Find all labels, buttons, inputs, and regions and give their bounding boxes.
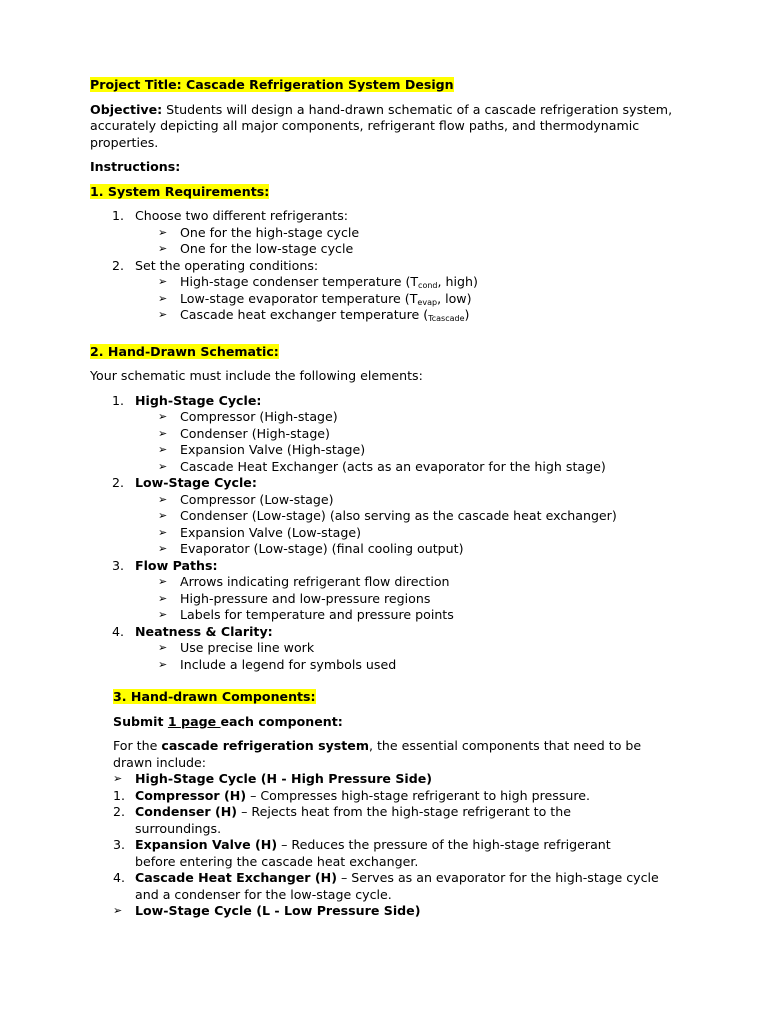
sub-list-item [90, 525, 690, 542]
sub-list-item [90, 225, 690, 242]
list-item [90, 624, 690, 641]
submit-line [90, 714, 690, 731]
sub-list-text: Cascade Heat Exchanger (acts as an evaporator for the high stage) [180, 458, 606, 474]
sub-list-text: Condenser (High-stage) [180, 425, 330, 441]
component-name: Expansion Valve (H) [135, 837, 278, 852]
list-label: Flow Paths: [135, 557, 218, 573]
intro-bold: cascade refrigeration system [161, 738, 369, 753]
low-stage-heading [113, 903, 690, 920]
sub-list-item [90, 307, 690, 328]
submit-underlined: 1 page [167, 713, 221, 729]
component-name: Compressor (H) [135, 787, 247, 803]
component-item [113, 870, 690, 903]
list-label: High-Stage Cycle: [135, 392, 262, 408]
submit-prefix: Submit [113, 713, 168, 729]
list-item [90, 558, 690, 575]
high-stage-label: High-Stage Cycle (H - High Pressure Side) [135, 771, 433, 786]
condition-text: ) [464, 307, 470, 322]
sub-list-text: Use precise line work [180, 640, 315, 655]
objective-text: Students will design a hand-drawn schematic of a cascade refrigeration system, accurately depicting all major components, refrigerant flow paths, and thermodynamic properties. [90, 101, 673, 150]
list-number: 3. [113, 837, 126, 852]
low-stage-label: Low-Stage Cycle (L - Low Pressure Side) [135, 903, 421, 918]
section3-intro [90, 738, 690, 771]
sub-list-item [90, 291, 690, 308]
arrow-bullet-icon: ➢ [158, 459, 168, 473]
sub-list-item [90, 574, 690, 591]
arrow-bullet-icon: ➢ [158, 492, 168, 506]
list-item [90, 393, 690, 410]
section1-heading: 1. System Requirements: [90, 183, 270, 199]
condition-text: , high) [437, 274, 478, 289]
high-stage-heading [113, 771, 690, 788]
list-number: 2. [112, 257, 125, 273]
sub-list-item [90, 541, 690, 558]
arrow-bullet-icon: ➢ [158, 242, 168, 255]
arrow-bullet-icon: ➢ [158, 291, 168, 305]
sub-list-text: One for the low-stage cycle [180, 241, 354, 256]
condition-text: , low) [437, 290, 472, 306]
objective-label: Objective: [90, 101, 163, 117]
condition-text: Low-stage evaporator temperature (T [180, 290, 418, 306]
list-number: 3. [112, 557, 125, 573]
sub-list-text: One for the high-stage cycle [180, 224, 360, 240]
component-name: Cascade Heat Exchanger (H) [135, 870, 337, 885]
sub-list-item [90, 274, 690, 291]
sub-list-item [90, 492, 690, 509]
arrow-bullet-icon: ➢ [158, 509, 168, 522]
arrow-bullet-icon: ➢ [113, 772, 123, 785]
list-text: Choose two different refrigerants: [135, 208, 349, 223]
component-item [113, 804, 690, 837]
component-item [113, 837, 690, 870]
sub-list-item [90, 607, 690, 624]
arrow-bullet-icon: ➢ [158, 426, 168, 440]
component-desc: and a condenser for the low-stage cycle. [135, 886, 392, 902]
component-item [113, 788, 690, 805]
sub-list-text: Condenser (Low-stage) (also serving as the cascade heat exchanger) [180, 508, 617, 523]
component-desc: – Rejects heat from the high-stage refrigerant to the [237, 804, 571, 819]
list-number: 1. [113, 787, 126, 803]
sub-list-text: Compressor (High-stage) [180, 409, 338, 424]
submit-suffix: each component: [220, 713, 343, 729]
arrow-bullet-icon: ➢ [158, 657, 168, 671]
component-name: Condenser (H) [135, 804, 238, 819]
condition-subscript: evap [417, 297, 438, 307]
component-desc: surroundings. [135, 820, 222, 836]
arrow-bullet-icon: ➢ [113, 904, 123, 917]
component-desc: – Compresses high-stage refrigerant to high pressure. [246, 787, 591, 803]
sub-list-text: Labels for temperature and pressure points [180, 607, 454, 622]
arrow-bullet-icon: ➢ [158, 525, 168, 539]
list-number: 1. [112, 392, 125, 408]
component-desc: before entering the cascade heat exchanger. [135, 853, 419, 869]
document-content [90, 77, 690, 920]
component-desc: – Serves as an evaporator for the high-stage cycle [336, 870, 659, 885]
condition-text: High-stage condenser temperature (T [180, 274, 419, 289]
section3-heading: 3. Hand-drawn Components: [113, 689, 316, 704]
condition-subscript: cond [418, 281, 438, 290]
list-item [90, 208, 690, 225]
sub-list-text: Evaporator (Low-stage) (final cooling output) [180, 541, 464, 556]
intro-text: , the essential components that need to be [368, 738, 642, 753]
objective-paragraph [90, 102, 690, 152]
sub-list-item [90, 426, 690, 443]
list-number: 4. [112, 623, 125, 639]
instructions-label: Instructions: [90, 159, 181, 174]
section2-heading: 2. Hand-Drawn Schematic: [90, 343, 279, 359]
project-title: Project Title: Cascade Refrigeration System Design [90, 77, 454, 92]
sub-list-text: Expansion Valve (High-stage) [180, 442, 366, 457]
arrow-bullet-icon: ➢ [158, 308, 168, 321]
sub-list-text: Compressor (Low-stage) [180, 491, 334, 507]
sub-list-item [90, 442, 690, 459]
arrow-bullet-icon: ➢ [158, 641, 168, 654]
arrow-bullet-icon: ➢ [158, 443, 168, 456]
intro-text: drawn include: [113, 754, 207, 770]
component-desc: – Reduces the pressure of the high-stage refrigerant [277, 837, 611, 852]
arrow-bullet-icon: ➢ [158, 608, 168, 621]
intro-text: For the [113, 738, 162, 753]
section2-intro: Your schematic must include the following elements: [90, 368, 423, 383]
list-number: 2. [112, 475, 125, 490]
list-text: Set the operating conditions: [135, 257, 319, 273]
arrow-bullet-icon: ➢ [158, 410, 168, 423]
sub-list-item [90, 241, 690, 258]
sub-list-item [90, 459, 690, 476]
arrow-bullet-icon: ➢ [158, 275, 168, 288]
list-number: 2. [113, 804, 126, 819]
sub-list-item [90, 409, 690, 426]
sub-list-text: Expansion Valve (Low-stage) [180, 524, 362, 540]
sub-list-item [90, 657, 690, 674]
list-number: 1. [112, 208, 125, 223]
sub-list-text: High-pressure and low-pressure regions [180, 590, 431, 606]
list-label: Low-Stage Cycle: [135, 475, 257, 490]
sub-list-text: Include a legend for symbols used [180, 656, 397, 672]
condition-text: Cascade heat exchanger temperature ( [180, 307, 429, 322]
list-item [90, 475, 690, 492]
arrow-bullet-icon: ➢ [158, 225, 168, 239]
arrow-bullet-icon: ➢ [158, 591, 168, 605]
sub-list-text: Arrows indicating refrigerant flow direction [180, 574, 450, 589]
arrow-bullet-icon: ➢ [158, 575, 168, 588]
list-number: 4. [113, 870, 126, 885]
list-label: Neatness & Clarity: [135, 623, 273, 639]
sub-list-item [90, 508, 690, 525]
sub-list-item [90, 591, 690, 608]
arrow-bullet-icon: ➢ [158, 542, 168, 555]
condition-subscript: Tcascade [428, 314, 465, 323]
list-item [90, 258, 690, 275]
sub-list-item [90, 640, 690, 657]
